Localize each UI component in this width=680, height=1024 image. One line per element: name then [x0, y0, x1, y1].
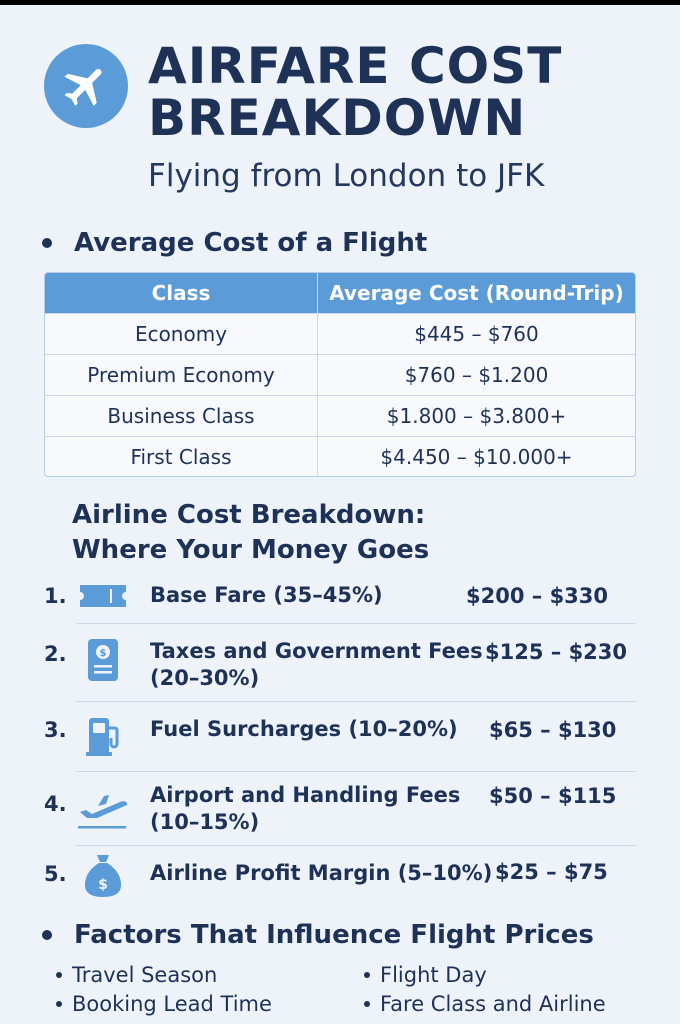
- item-label: [150, 582, 383, 609]
- item-number: 4.: [44, 792, 67, 816]
- item-label-line-1: Fuel Surcharges (10–20%): [150, 717, 458, 741]
- item-cost-range: $25 – $75: [495, 860, 608, 884]
- svg-text:$: $: [99, 648, 107, 659]
- item-label-line-1: Taxes and Government Fees: [150, 639, 483, 663]
- item-label: [150, 860, 492, 887]
- cost-table: [44, 272, 636, 477]
- svg-text:$: $: [98, 877, 108, 893]
- item-cost-range: $65 – $130: [489, 718, 617, 742]
- bullet-icon: [42, 930, 52, 940]
- item-label: [150, 716, 458, 743]
- top-border: [0, 0, 680, 5]
- divider: [76, 845, 636, 846]
- divider: [76, 771, 636, 772]
- table-cell-class: Business Class: [45, 396, 318, 436]
- bullet-icon: [364, 1001, 370, 1007]
- bullet-icon: [364, 972, 370, 978]
- item-cost-range: $50 – $115: [489, 784, 617, 808]
- avg-cost-heading-text: Average Cost of a Flight: [74, 228, 428, 258]
- table-cell-cost: $445 – $760: [414, 322, 539, 346]
- breakdown-title-line-1: Airline Cost Breakdown:: [72, 500, 426, 530]
- breakdown-title-line-2: Where Your Money Goes: [72, 535, 430, 565]
- breakdown-title: [72, 498, 429, 568]
- item-label-line-2: (20–30%): [150, 666, 260, 690]
- item-label: [150, 638, 483, 692]
- table-row: [45, 395, 635, 436]
- item-cost-range: $125 – $230: [485, 640, 628, 664]
- item-number: 5.: [44, 862, 67, 886]
- page-subtitle: Flying from London to JFK: [148, 158, 545, 194]
- item-number: 1.: [44, 584, 67, 608]
- column-header-class: Class: [45, 273, 318, 313]
- item-label-line-1: Airline Profit Margin (5–10%): [150, 861, 493, 885]
- divider: [76, 701, 636, 702]
- item-number: 2.: [44, 642, 67, 666]
- item-cost-range: $200 – $330: [466, 584, 609, 608]
- ticket-icon: [76, 574, 130, 618]
- bullet-icon: [42, 238, 52, 248]
- factor-label: Fare Class and Airline: [380, 992, 606, 1016]
- factors-heading: [38, 920, 594, 950]
- avg-cost-heading: [38, 228, 427, 258]
- factor-item: [56, 992, 272, 1016]
- table-row: [45, 354, 635, 395]
- table-cell-cost: $1.800 – $3.800+: [386, 404, 567, 428]
- item-label-line-1: Base Fare (35–45%): [150, 583, 383, 607]
- airplane-icon: [44, 44, 128, 128]
- bullet-icon: [56, 1001, 62, 1007]
- factors-heading-text: Factors That Influence Flight Prices: [74, 920, 594, 950]
- table-cell-cost: $4.450 – $10.000+: [380, 445, 573, 469]
- table-cell-class: Economy: [45, 314, 318, 354]
- column-header-cost: Average Cost (Round-Trip): [329, 281, 624, 305]
- factor-label: Travel Season: [72, 963, 218, 987]
- title-line-2: BREAKDOWN: [148, 89, 527, 147]
- factor-label: Booking Lead Time: [72, 992, 272, 1016]
- bullet-icon: [56, 972, 62, 978]
- table-cell-class: First Class: [45, 437, 318, 477]
- money-bag-icon: [76, 854, 130, 898]
- title-line-1: AIRFARE COST: [148, 37, 563, 95]
- factor-label: Flight Day: [380, 963, 487, 987]
- item-label-line-1: Airport and Handling Fees: [150, 783, 461, 807]
- table-cell-class: Premium Economy: [45, 355, 318, 395]
- table-row: [45, 436, 635, 477]
- factor-item: [364, 992, 606, 1016]
- passport-icon: [76, 638, 130, 682]
- table-cell-cost: $760 – $1.200: [404, 363, 549, 387]
- item-number: 3.: [44, 718, 67, 742]
- page-title: [148, 37, 668, 147]
- item-label: [150, 782, 460, 836]
- factor-item: [56, 963, 217, 987]
- divider: [76, 623, 636, 624]
- table-header-row: [45, 273, 635, 313]
- factor-item: [364, 963, 487, 987]
- fuel-pump-icon: [76, 714, 130, 758]
- plane-takeoff-icon: [76, 786, 130, 830]
- table-row: [45, 313, 635, 354]
- item-label-line-2: (10–15%): [150, 810, 260, 834]
